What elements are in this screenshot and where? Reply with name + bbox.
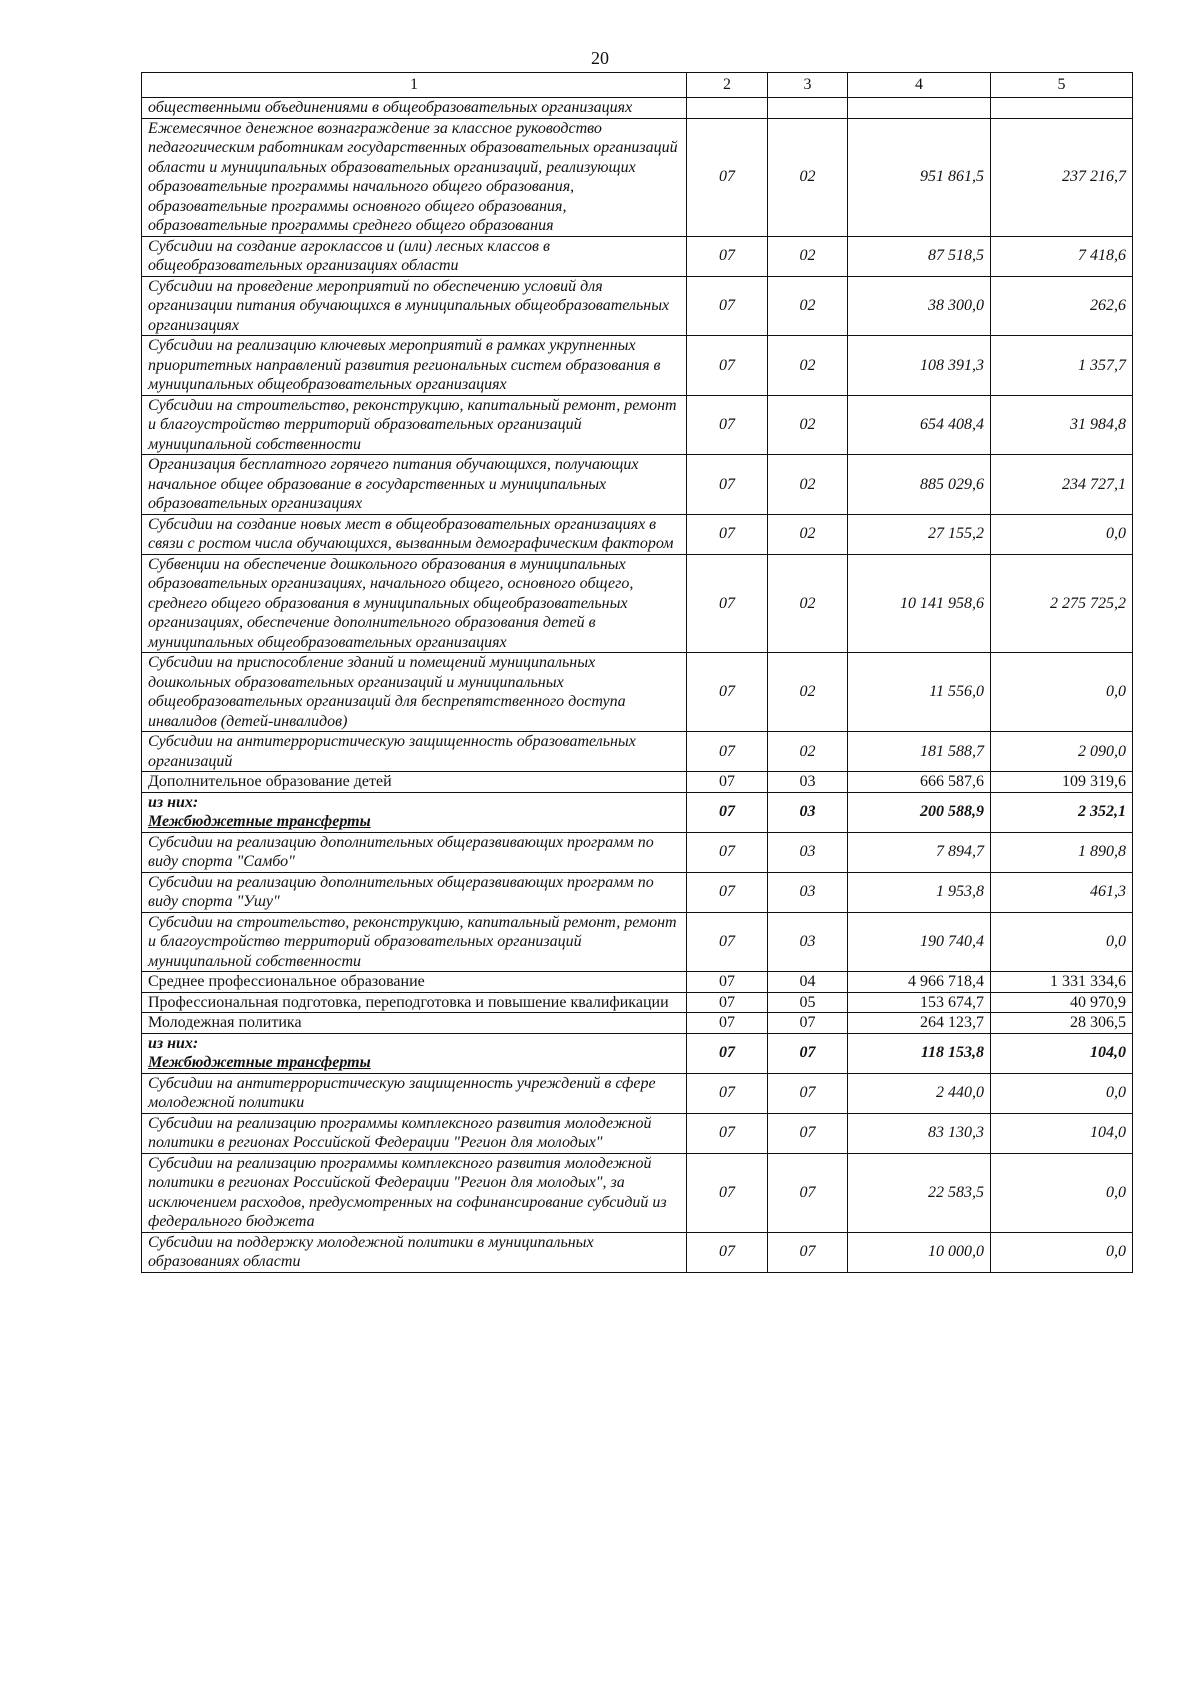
amount-total: 654 408,4 (848, 395, 991, 455)
subsection-code: 02 (768, 118, 848, 236)
table-row (142, 1013, 1133, 1034)
subsection-code: 07 (768, 1073, 848, 1113)
amount-total: 87 518,5 (848, 236, 991, 276)
amount-total: 38 300,0 (848, 276, 991, 336)
row-description: Субсидии на реализацию дополнительных общеразвивающих программ по виду спорта "Самбо" (142, 832, 687, 872)
section-code (687, 98, 768, 119)
amount-total: 7 894,7 (848, 832, 991, 872)
column-header: 5 (991, 73, 1133, 98)
subsection-code: 07 (768, 1113, 848, 1153)
amount-executed: 262,6 (991, 276, 1133, 336)
section-code: 07 (687, 992, 768, 1013)
section-code: 07 (687, 1033, 768, 1073)
table-row (142, 118, 1133, 236)
table-row (142, 772, 1133, 793)
amount-executed (991, 98, 1133, 119)
section-code: 07 (687, 792, 768, 832)
row-description: Субсидии на создание агроклассов и (или) лесных классов в общеобразовательных организациях области (142, 236, 687, 276)
subsection-code: 03 (768, 912, 848, 972)
section-code: 07 (687, 653, 768, 732)
row-description: общественными объединениями в общеобразовательных организациях (142, 98, 687, 119)
amount-executed: 0,0 (991, 514, 1133, 554)
amount-total: 200 588,9 (848, 792, 991, 832)
subsection-code: 02 (768, 236, 848, 276)
table-row (142, 455, 1133, 515)
table-row (142, 832, 1133, 872)
table-row (142, 395, 1133, 455)
section-code: 07 (687, 1013, 768, 1034)
subsection-code: 02 (768, 455, 848, 515)
row-description: Субсидии на реализацию программы комплексного развития молодежной политики в регионах Российской Федерации "Регион для молодых", за исключением расходов, предусмотренных на софинансирование субсидий из федерального бюджета (142, 1153, 687, 1232)
section-code: 07 (687, 554, 768, 653)
amount-executed: 2 090,0 (991, 732, 1133, 772)
table-row (142, 653, 1133, 732)
subsection-code: 04 (768, 972, 848, 993)
section-code: 07 (687, 395, 768, 455)
row-group-title: Межбюджетные трансферты (148, 1054, 371, 1071)
section-code: 07 (687, 772, 768, 793)
amount-total: 1 953,8 (848, 872, 991, 912)
table-row (142, 276, 1133, 336)
amount-total: 10 000,0 (848, 1232, 991, 1272)
amount-executed: 237 216,7 (991, 118, 1133, 236)
table-row (142, 236, 1133, 276)
amount-executed: 461,3 (991, 872, 1133, 912)
amount-executed: 0,0 (991, 1153, 1133, 1232)
subsection-code: 03 (768, 792, 848, 832)
amount-executed: 40 970,9 (991, 992, 1133, 1013)
amount-total: 10 141 958,6 (848, 554, 991, 653)
amount-total: 83 130,3 (848, 1113, 991, 1153)
section-code: 07 (687, 118, 768, 236)
row-description: Субсидии на поддержку молодежной политики в муниципальных образованиях области (142, 1232, 687, 1272)
table-row (142, 336, 1133, 396)
amount-executed: 104,0 (991, 1033, 1133, 1073)
amount-executed: 234 727,1 (991, 455, 1133, 515)
section-code: 07 (687, 1073, 768, 1113)
subsection-code: 02 (768, 336, 848, 396)
subsection-code (768, 98, 848, 119)
amount-executed: 1 331 334,6 (991, 972, 1133, 993)
row-group-title: Межбюджетные трансферты (148, 813, 371, 830)
row-description (142, 792, 687, 832)
subsection-code: 05 (768, 992, 848, 1013)
subsection-code: 02 (768, 276, 848, 336)
row-description: Организация бесплатного горячего питания обучающихся, получающих начальное общее образование в государственных и муниципальных образовательных организациях (142, 455, 687, 515)
row-description: Субсидии на строительство, реконструкцию, капитальный ремонт, ремонт и благоустройство территорий образовательных организаций муниципальной собственности (142, 912, 687, 972)
amount-executed: 2 352,1 (991, 792, 1133, 832)
section-code: 07 (687, 872, 768, 912)
subsection-code: 03 (768, 872, 848, 912)
amount-executed: 104,0 (991, 1113, 1133, 1153)
amount-total (848, 98, 991, 119)
amount-total: 108 391,3 (848, 336, 991, 396)
row-description: Субсидии на реализацию программы комплексного развития молодежной политики в регионах Российской Федерации "Регион для молодых" (142, 1113, 687, 1153)
row-description: Дополнительное образование детей (142, 772, 687, 793)
table-row (142, 992, 1133, 1013)
table-row (142, 1073, 1133, 1113)
subsection-code: 02 (768, 395, 848, 455)
row-description: Профессиональная подготовка, переподготовка и повышение квалификации (142, 992, 687, 1013)
subsection-code: 02 (768, 514, 848, 554)
section-code: 07 (687, 236, 768, 276)
table-row (142, 1113, 1133, 1153)
amount-executed: 0,0 (991, 1073, 1133, 1113)
budget-table (141, 72, 1133, 1273)
table-row (142, 1232, 1133, 1272)
table-row (142, 98, 1133, 119)
table-row (142, 972, 1133, 993)
amount-total: 118 153,8 (848, 1033, 991, 1073)
row-description: Субсидии на реализацию ключевых мероприятий в рамках укрупненных приоритетных направлений развития региональных систем образования в муниципальных общеобразовательных организациях (142, 336, 687, 396)
subsection-code: 03 (768, 772, 848, 793)
row-description: Среднее профессиональное образование (142, 972, 687, 993)
subsection-code: 02 (768, 653, 848, 732)
row-description (142, 1033, 687, 1073)
amount-executed: 28 306,5 (991, 1013, 1133, 1034)
section-code: 07 (687, 1153, 768, 1232)
section-code: 07 (687, 514, 768, 554)
subsection-code: 07 (768, 1033, 848, 1073)
amount-total: 11 556,0 (848, 653, 991, 732)
row-description: Субсидии на реализацию дополнительных общеразвивающих программ по виду спорта "Ушу" (142, 872, 687, 912)
amount-executed: 1 890,8 (991, 832, 1133, 872)
amount-total: 885 029,6 (848, 455, 991, 515)
column-header: 4 (848, 73, 991, 98)
section-code: 07 (687, 455, 768, 515)
table-row (142, 1033, 1133, 1073)
row-subheading: из них: (148, 793, 199, 811)
amount-executed: 0,0 (991, 1232, 1133, 1272)
amount-executed: 0,0 (991, 912, 1133, 972)
row-description: Субсидии на антитеррористическую защищенность образовательных организаций (142, 732, 687, 772)
subsection-code: 03 (768, 832, 848, 872)
column-header: 1 (142, 73, 687, 98)
amount-total: 153 674,7 (848, 992, 991, 1013)
amount-total: 27 155,2 (848, 514, 991, 554)
column-header: 3 (768, 73, 848, 98)
row-description: Субсидии на проведение мероприятий по обеспечению условий для организации питания обучающихся в муниципальных общеобразовательных организациях (142, 276, 687, 336)
subsection-code: 07 (768, 1013, 848, 1034)
section-code: 07 (687, 1113, 768, 1153)
row-description: Субвенции на обеспечение дошкольного образования в муниципальных образовательных организациях, начального общего, основного общего, среднего общего образования в муниципальных общеобразовательных организациях, обеспечение дополнительного образования детей в муниципальных общеобразовательных организациях (142, 554, 687, 653)
amount-total: 264 123,7 (848, 1013, 991, 1034)
section-code: 07 (687, 276, 768, 336)
subsection-code: 02 (768, 732, 848, 772)
table-header-row (142, 73, 1133, 98)
column-header: 2 (687, 73, 768, 98)
table-row (142, 792, 1133, 832)
table-row (142, 554, 1133, 653)
amount-executed: 1 357,7 (991, 336, 1133, 396)
section-code: 07 (687, 1232, 768, 1272)
table-row (142, 514, 1133, 554)
amount-total: 666 587,6 (848, 772, 991, 793)
amount-total: 951 861,5 (848, 118, 991, 236)
row-description: Ежемесячное денежное вознаграждение за классное руководство педагогическим работникам государственных образовательных организаций области и муниципальных образовательных организаций, реализующих образовательные программы начального общего образования, образовательные программы основного общего образования, образовательные программы среднего общего образования (142, 118, 687, 236)
section-code: 07 (687, 732, 768, 772)
table-row (142, 1153, 1133, 1232)
row-subheading: из них: (148, 1034, 199, 1052)
amount-total: 181 588,7 (848, 732, 991, 772)
subsection-code: 07 (768, 1232, 848, 1272)
row-description: Субсидии на создание новых мест в общеобразовательных организациях в связи с ростом числа обучающихся, вызванным демографическим фактором (142, 514, 687, 554)
amount-total: 22 583,5 (848, 1153, 991, 1232)
amount-executed: 2 275 725,2 (991, 554, 1133, 653)
row-description: Молодежная политика (142, 1013, 687, 1034)
row-description: Субсидии на приспособление зданий и помещений муниципальных дошкольных образовательных организаций и муниципальных общеобразовательных организаций для беспрепятственного доступа инвалидов (детей-инвалидов) (142, 653, 687, 732)
table-row (142, 872, 1133, 912)
section-code: 07 (687, 336, 768, 396)
amount-total: 2 440,0 (848, 1073, 991, 1113)
table-row (142, 732, 1133, 772)
section-code: 07 (687, 972, 768, 993)
subsection-code: 02 (768, 554, 848, 653)
amount-executed: 0,0 (991, 653, 1133, 732)
row-description: Субсидии на антитеррористическую защищенность учреждений в сфере молодежной политики (142, 1073, 687, 1113)
section-code: 07 (687, 832, 768, 872)
page-number: 20 (591, 48, 609, 68)
row-description: Субсидии на строительство, реконструкцию, капитальный ремонт, ремонт и благоустройство территорий образовательных организаций муниципальной собственности (142, 395, 687, 455)
amount-executed: 109 319,6 (991, 772, 1133, 793)
subsection-code: 07 (768, 1153, 848, 1232)
table-row (142, 912, 1133, 972)
amount-executed: 31 984,8 (991, 395, 1133, 455)
amount-total: 190 740,4 (848, 912, 991, 972)
amount-executed: 7 418,6 (991, 236, 1133, 276)
amount-total: 4 966 718,4 (848, 972, 991, 993)
section-code: 07 (687, 912, 768, 972)
